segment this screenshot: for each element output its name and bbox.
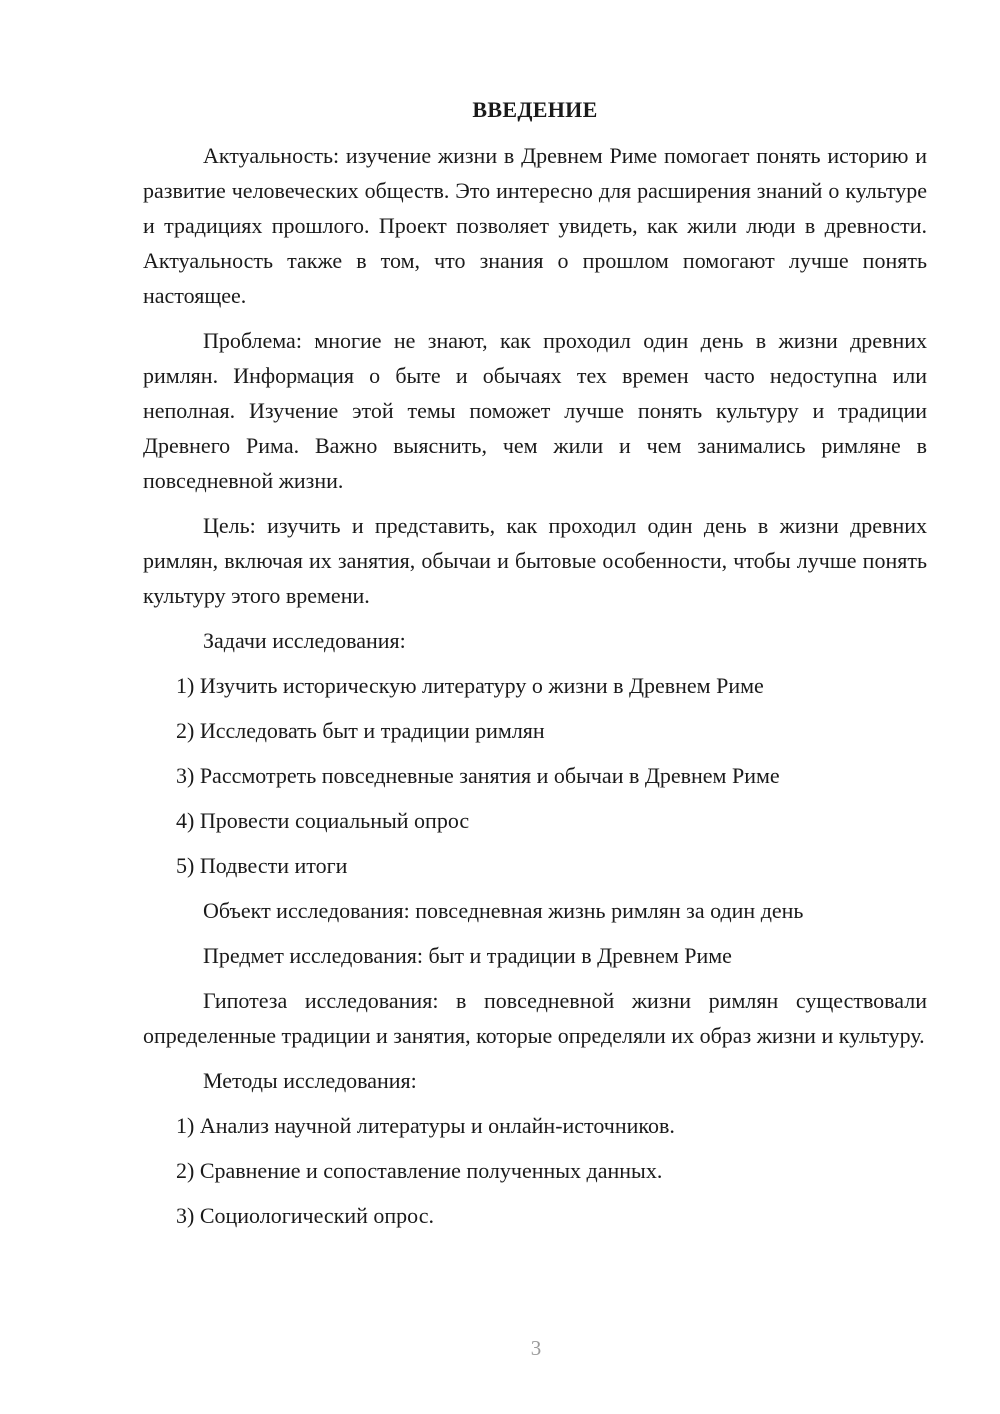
method-item: 2) Сравнение и сопоставление полученных данных. bbox=[176, 1158, 663, 1183]
goal-paragraph: Цель: изучить и представить, как проходил один день в жизни древних римлян, включая их занятия, обычаи и бытовые особенности, чтобы лучше понять культуру этого времени. bbox=[143, 513, 927, 608]
research-subject: Предмет исследования: быт и традиции в Древнем Риме bbox=[203, 943, 732, 968]
hypothesis-paragraph: Гипотеза исследования: в повседневной жизни римлян существовали определенные традиции и занятия, которые определяли их образ жизни и культуру. bbox=[143, 988, 927, 1048]
task-item: 3) Рассмотреть повседневные занятия и обычаи в Древнем Риме bbox=[176, 763, 780, 788]
method-item: 1) Анализ научной литературы и онлайн-источников. bbox=[176, 1113, 675, 1138]
task-item: 1) Изучить историческую литературу о жизни в Древнем Риме bbox=[176, 673, 764, 698]
methods-list bbox=[143, 1108, 927, 1233]
task-item: 5) Подвести итоги bbox=[176, 853, 348, 878]
research-object: Объект исследования: повседневная жизнь римлян за один день bbox=[203, 898, 804, 923]
tasks-label: Задачи исследования: bbox=[203, 628, 406, 653]
tasks-list bbox=[143, 668, 927, 883]
task-item: 2) Исследовать быт и традиции римлян bbox=[176, 718, 545, 743]
page-number: 3 bbox=[530, 1336, 542, 1360]
problem-paragraph: Проблема: многие не знают, как проходил один день в жизни древних римлян. Информация о быте и обычаях тех времен часто недоступна или неполная. Изучение этой темы поможет лучше понять культуру и традиции Древнего Рима. Важно выяснить, чем жили и чем занимались римляне в повседневной жизни. bbox=[143, 328, 927, 493]
page-content bbox=[143, 95, 927, 1243]
task-item: 4) Провести социальный опрос bbox=[176, 808, 470, 833]
methods-label: Методы исследования: bbox=[203, 1068, 417, 1093]
section-heading: ВВЕДЕНИЕ bbox=[472, 97, 598, 122]
relevance-paragraph: Актуальность: изучение жизни в Древнем Риме помогает понять историю и развитие человеческих обществ. Это интересно для расширения знаний о культуре и традициях прошлого. Проект позволяет увидеть, как жили люди в древности. Актуальность также в том, что знания о прошлом помогают лучше понять настоящее. bbox=[143, 143, 927, 308]
method-item: 3) Социологический опрос. bbox=[176, 1203, 434, 1228]
